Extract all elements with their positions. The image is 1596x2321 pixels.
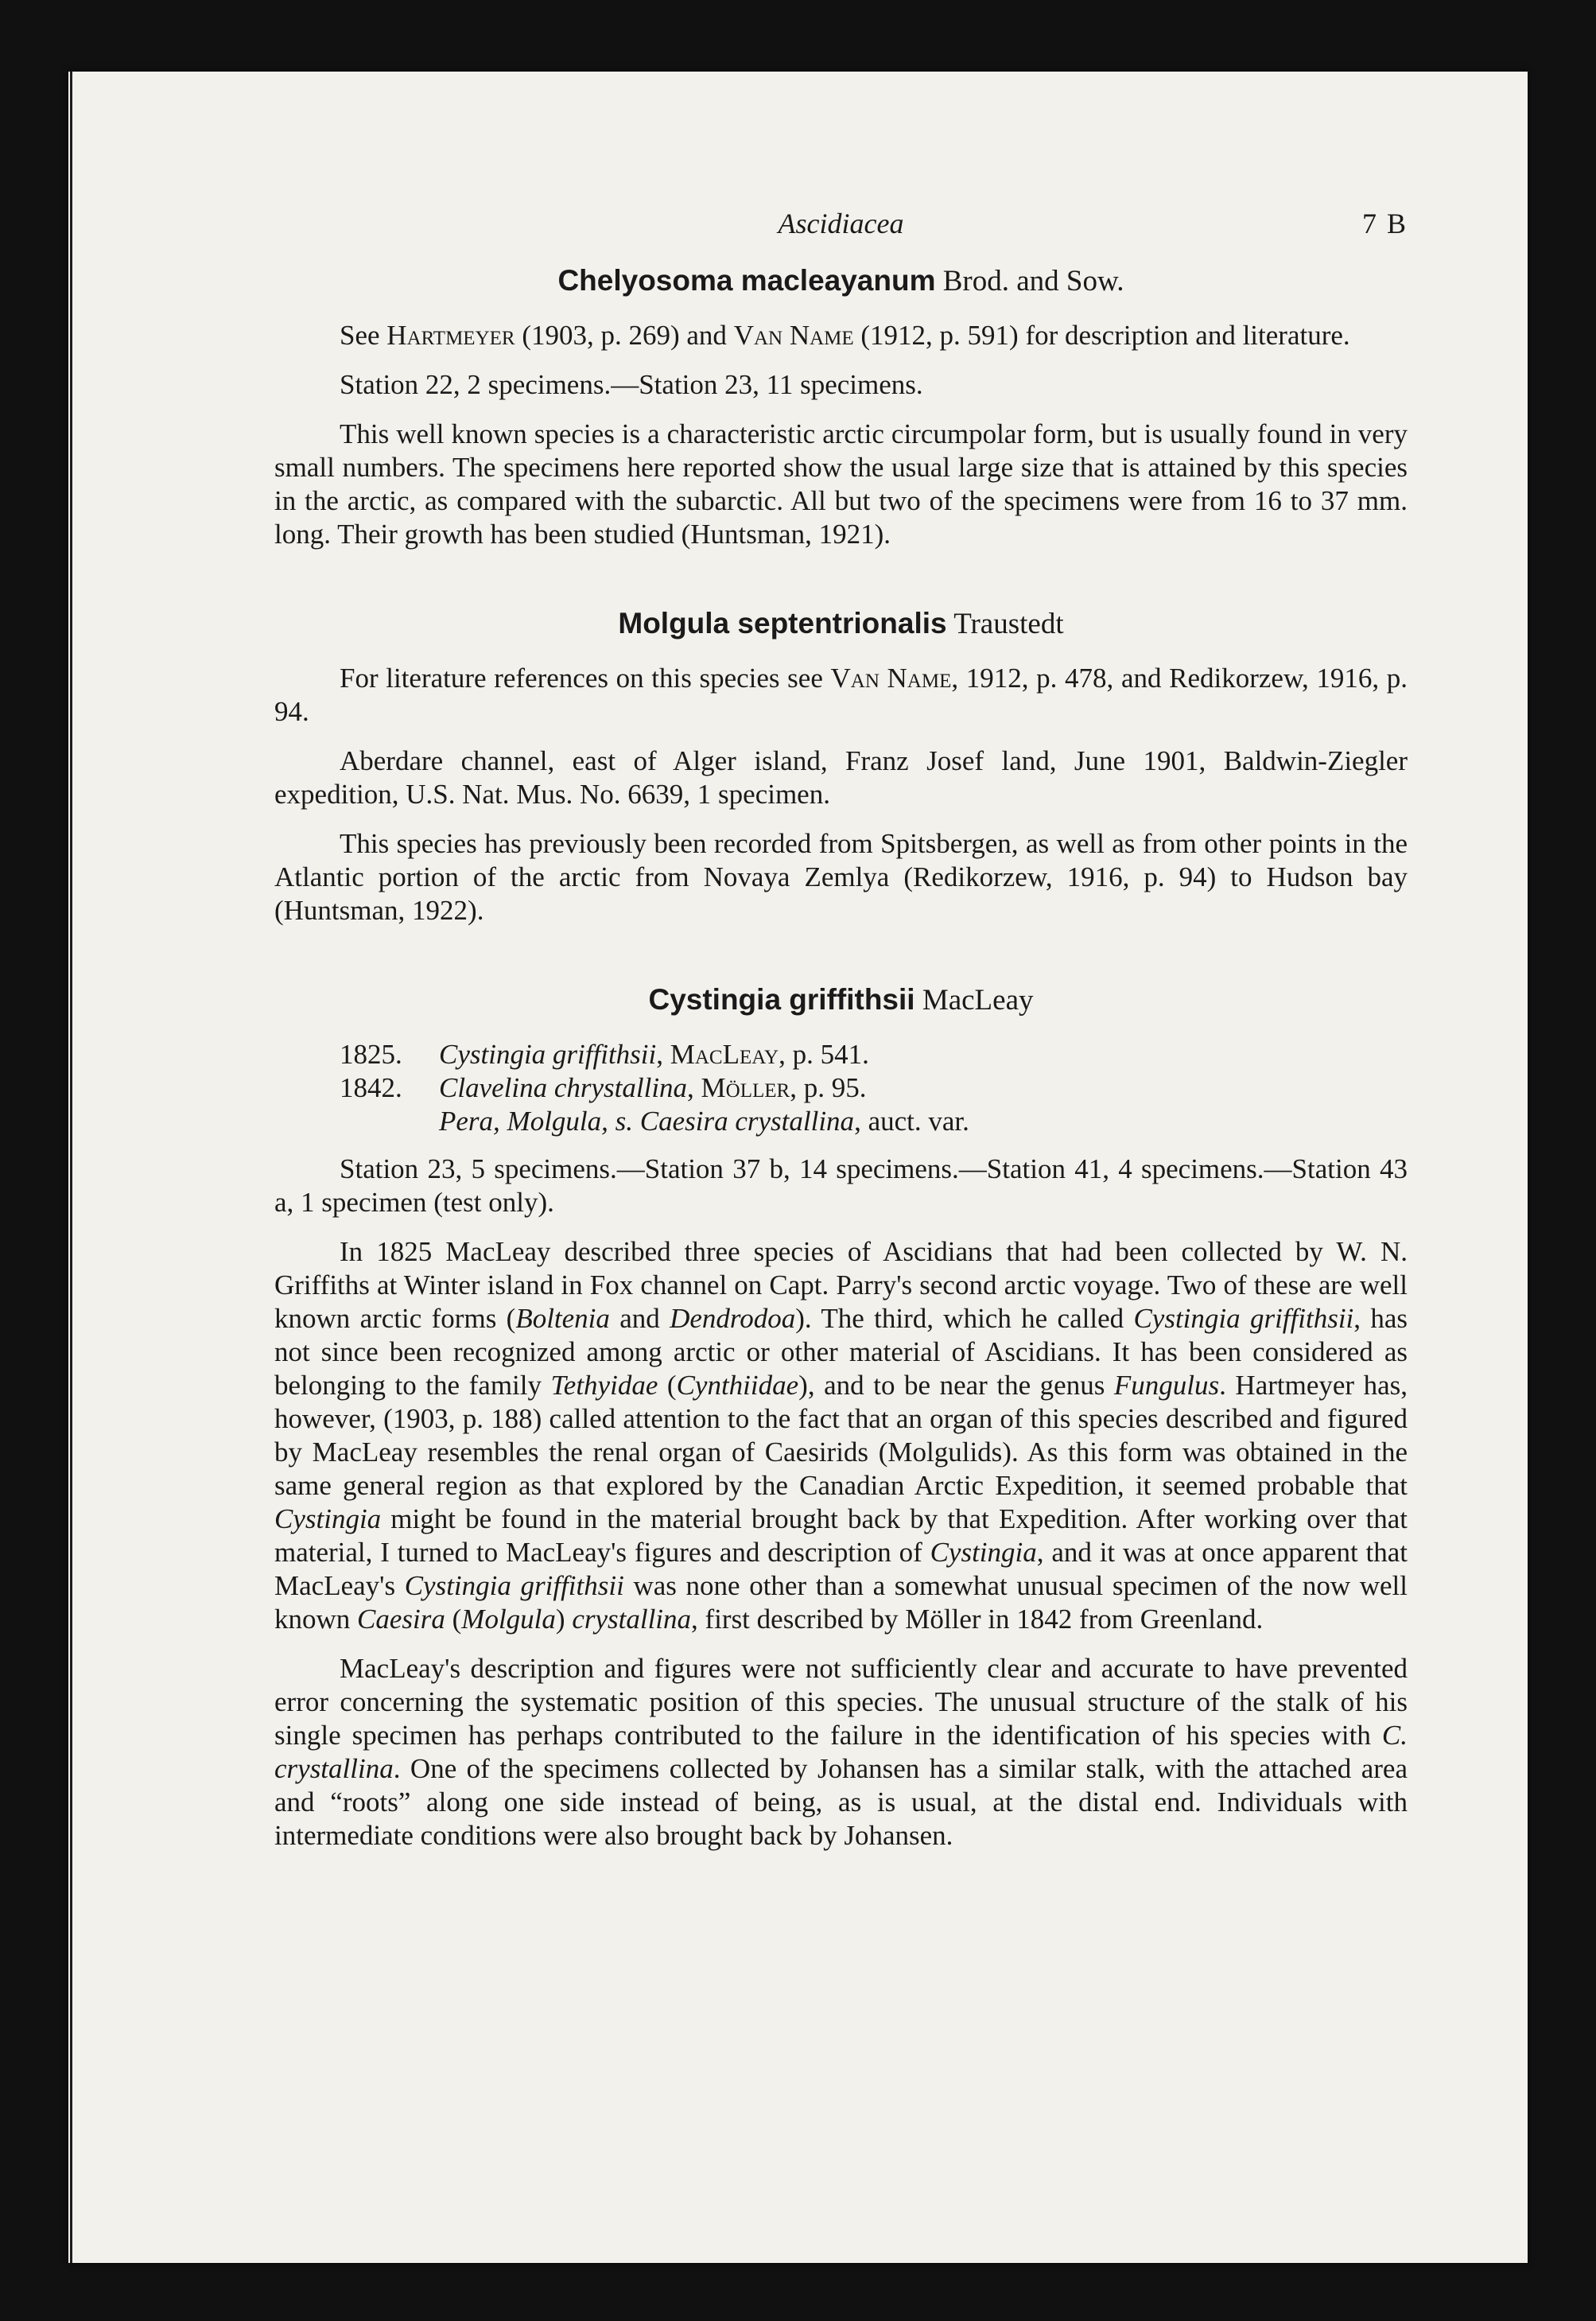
species-author: MacLeay <box>922 984 1034 1017</box>
species-name: Cystingia griffithsii <box>648 983 915 1016</box>
author-citation: Hartmeyer <box>386 320 515 351</box>
species-name: Chelyosoma macleayanum <box>557 264 936 297</box>
station-list: Station 23, 5 specimens.—Station 37 b, 14 specimens.—Station 41, 4 specimens.—Station 43 a, 1 specimen (test only). <box>274 1153 1408 1218</box>
page-content <box>274 207 1408 1868</box>
binding-edge-line <box>70 72 72 2263</box>
paragraph: For literature references on this species see Van Name, 1912, p. 478, and Redikorzew, 1916, p. 94. <box>274 663 1408 727</box>
running-title: Ascidiacea <box>778 208 904 239</box>
species-heading <box>274 607 1408 641</box>
page-header <box>274 207 1408 248</box>
synonymy-entry: Pera, Molgula, s. Caesira crystallina, auct. var. <box>439 1106 969 1137</box>
paragraph: MacLeay's description and figures were not sufficiently clear and accurate to have prevented error concerning the systematic position of this species. The unusual structure of the stalk of his single specimen has perhaps contributed to the failure in the identification of his species with C. crystallina. One of the specimens collected by Johansen has a similar stalk, with the attached area and “roots” along one side instead of being, as is usual, at the distal end. Individuals with intermediate conditions were also brought back by Johansen. <box>274 1653 1408 1851</box>
paragraph: This well known species is a characteristic arctic circumpolar form, but is usually found in very small numbers. The specimens here reported show the usual large size that is attained by this species in the arctic, as compared with the subarctic. All but two of the specimens were from 16 to 37 mm. long. Their growth has been studied (Huntsman, 1921). <box>274 418 1408 550</box>
paragraph: This species has previously been recorded from Spitsbergen, as well as from other points in the Atlantic portion of the arctic from Novaya Zemlya (Redikorzew, 1916, p. 94) to Hudson bay (Huntsman, 1922). <box>274 828 1408 926</box>
species-author: Traustedt <box>953 608 1064 640</box>
species-heading <box>274 264 1408 298</box>
species-section <box>274 264 1408 551</box>
synonymy-entry: 1825. Cystingia griffithsii, MacLeay, p. 541. <box>340 1039 869 1070</box>
page-number: 7 B <box>1361 208 1408 239</box>
paragraph: Aberdare channel, east of Alger island, Franz Josef land, June 1901, Baldwin-Ziegler expedition, U.S. Nat. Mus. No. 6639, 1 specimen. <box>274 745 1408 810</box>
author-citation: Van Name <box>733 320 854 351</box>
synonymy-entry: 1842. Clavelina chrystallina, Möller, p. 95. <box>340 1072 867 1103</box>
author-citation: Van Name <box>830 663 952 694</box>
paragraph: In 1825 MacLeay described three species of Ascidians that had been collected by W. N. Griffiths at Winter island in Fox channel on Capt. Parry's second arctic voyage. Two of these are well known arctic forms (Boltenia and Dendrodoa). The third, which he called Cystingia griffithsii, has not since been recognized among arctic or other material of Ascidians. It has been considered as belonging to the family Tethyidae (Cynthiidae), and to be near the genus Fungulus. Hartmeyer has, however, (1903, p. 188) called attention to the fact that an organ of this species described and figured by MacLeay resembles the renal organ of Caesirids (Molgulids). As this form was obtained in the same general region as that explored by the Canadian Arctic Expedition, it seemed probable that Cystingia might be found in the material brought back by that Expedition. After working over that material, I turned to MacLeay's figures and description of Cystingia, and it was at once apparent that MacLeay's Cystingia griffithsii was none other than a somewhat unusual specimen of the now well known Caesira (Molgula) crystallina, first described by Möller in 1842 from Greenland. <box>274 1236 1408 1635</box>
species-section <box>274 983 1408 1853</box>
species-author: Brod. and Sow. <box>942 265 1124 297</box>
species-section <box>274 607 1408 927</box>
paragraph: Station 22, 2 specimens.—Station 23, 11 specimens. <box>340 369 923 400</box>
species-name: Molgula septentrionalis <box>618 607 947 640</box>
species-heading <box>274 983 1408 1017</box>
paragraph: See Hartmeyer (1903, p. 269) and Van Name (1912, p. 591) for description and literature. <box>340 320 1350 351</box>
